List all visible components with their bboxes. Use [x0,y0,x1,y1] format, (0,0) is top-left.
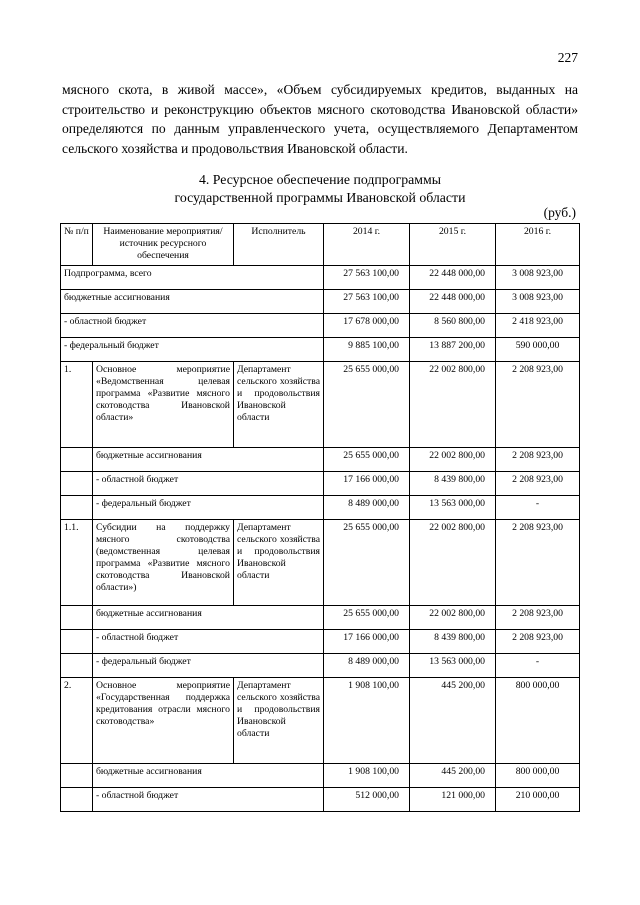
header-2015: 2015 г. [410,224,496,266]
value-2016: 2 208 923,00 [496,630,580,654]
value-2015: 8 439 800,00 [410,630,496,654]
value-2015: 445 200,00 [410,764,496,788]
table-row [61,496,580,520]
item-name: Основное мероприятие «Государственная поддержка кредитования отрасли мясного скотоводства» [93,678,234,764]
header-name: Наименование мероприятия/источник ресурсного обеспечения [93,224,234,266]
table-row [61,314,580,338]
section-heading [62,171,578,207]
table-header-row [61,224,580,266]
value-2015: 22 002 800,00 [410,362,496,448]
header-num: № п/п [61,224,93,266]
value-2014: 27 563 100,00 [324,290,410,314]
value-2016: - [496,654,580,678]
value-2016: 800 000,00 [496,764,580,788]
header-2016: 2016 г. [496,224,580,266]
value-2014: 17 678 000,00 [324,314,410,338]
value-2016: 800 000,00 [496,678,580,764]
row-label: бюджетные ассигнования [93,606,324,630]
value-2014: 512 000,00 [324,788,410,812]
value-2015: 445 200,00 [410,678,496,764]
table-row [61,290,580,314]
table-row [61,788,580,812]
table-row [61,362,580,448]
value-2015: 8 560 800,00 [410,314,496,338]
value-2014: 25 655 000,00 [324,520,410,606]
value-2015: 22 002 800,00 [410,520,496,606]
row-label: - областной бюджет [93,788,324,812]
intro-text: мясного скота, в живой массе», «Объем субсидируемых кредитов, выданных на строительство и реконструкцию объектов мясного скотоводства Ивановской области» определяются по данным управленческого учета, осуществляемого Департаментом сельского хозяйства и продовольствия Ивановской области. [62,82,578,156]
empty-cell [61,654,93,678]
table-row [61,630,580,654]
empty-cell [61,630,93,654]
table-row [61,338,580,362]
page-number: 227 [557,50,578,65]
value-2016: 2 208 923,00 [496,606,580,630]
row-label: бюджетные ассигнования [93,764,324,788]
value-2015: 13 887 200,00 [410,338,496,362]
item-name: Основное мероприятие «Ведомственная целевая программа «Развитие мясного скотоводства Ивановской области» [93,362,234,448]
row-label: - федеральный бюджет [93,496,324,520]
empty-cell [61,606,93,630]
row-label: бюджетные ассигнования [93,448,324,472]
value-2015: 13 563 000,00 [410,496,496,520]
value-2015: 22 002 800,00 [410,606,496,630]
value-2016: 2 418 923,00 [496,314,580,338]
value-2014: 9 885 100,00 [324,338,410,362]
header-executor: Исполнитель [234,224,324,266]
row-label: - федеральный бюджет [93,654,324,678]
value-2014: 1 908 100,00 [324,764,410,788]
value-2016: - [496,496,580,520]
row-label: - областной бюджет [93,630,324,654]
value-2014: 1 908 100,00 [324,678,410,764]
value-2014: 25 655 000,00 [324,448,410,472]
unit-label: (руб.) [543,205,576,220]
empty-cell [61,448,93,472]
value-2014: 25 655 000,00 [324,606,410,630]
row-label: - областной бюджет [93,472,324,496]
value-2016: 2 208 923,00 [496,520,580,606]
item-number: 2. [61,678,93,764]
item-name: Субсидии на поддержку мясного скотоводства (ведомственная целевая программа «Развитие мясного скотоводства Ивановской области») [93,520,234,606]
value-2016: 2 208 923,00 [496,472,580,496]
value-2014: 17 166 000,00 [324,472,410,496]
row-label: - федеральный бюджет [61,338,324,362]
table-row [61,520,580,606]
value-2014: 8 489 000,00 [324,496,410,520]
empty-cell [61,472,93,496]
value-2015: 121 000,00 [410,788,496,812]
table-row [61,654,580,678]
table-row [61,764,580,788]
section-heading-line2: государственной программы Ивановской области [174,190,466,205]
table-row [61,678,580,764]
row-label: - областной бюджет [61,314,324,338]
value-2014: 27 563 100,00 [324,266,410,290]
value-2015: 22 448 000,00 [410,290,496,314]
table-row [61,606,580,630]
value-2014: 25 655 000,00 [324,362,410,448]
value-2015: 13 563 000,00 [410,654,496,678]
table-row [61,472,580,496]
value-2016: 590 000,00 [496,338,580,362]
item-number: 1. [61,362,93,448]
section-heading-line1: 4. Ресурсное обеспечение подпрограммы [198,172,442,187]
item-executor: Департамент сельского хозяйства и продовольствия Ивановской области [234,678,324,764]
empty-cell [61,764,93,788]
item-executor: Департамент сельского хозяйства и продовольствия Ивановской области [234,362,324,448]
resource-table [60,223,580,812]
value-2016: 3 008 923,00 [496,266,580,290]
value-2016: 3 008 923,00 [496,290,580,314]
table-row [61,448,580,472]
table-row [61,266,580,290]
value-2016: 210 000,00 [496,788,580,812]
row-label: бюджетные ассигнования [61,290,324,314]
item-number: 1.1. [61,520,93,606]
item-executor: Департамент сельского хозяйства и продовольствия Ивановской области [234,520,324,606]
empty-cell [61,788,93,812]
value-2016: 2 208 923,00 [496,362,580,448]
intro-paragraph [62,80,578,158]
value-2014: 8 489 000,00 [324,654,410,678]
row-label: Подпрограмма, всего [61,266,324,290]
value-2015: 22 448 000,00 [410,266,496,290]
empty-cell [61,496,93,520]
value-2015: 8 439 800,00 [410,472,496,496]
value-2016: 2 208 923,00 [496,448,580,472]
value-2014: 17 166 000,00 [324,630,410,654]
header-2014: 2014 г. [324,224,410,266]
value-2015: 22 002 800,00 [410,448,496,472]
